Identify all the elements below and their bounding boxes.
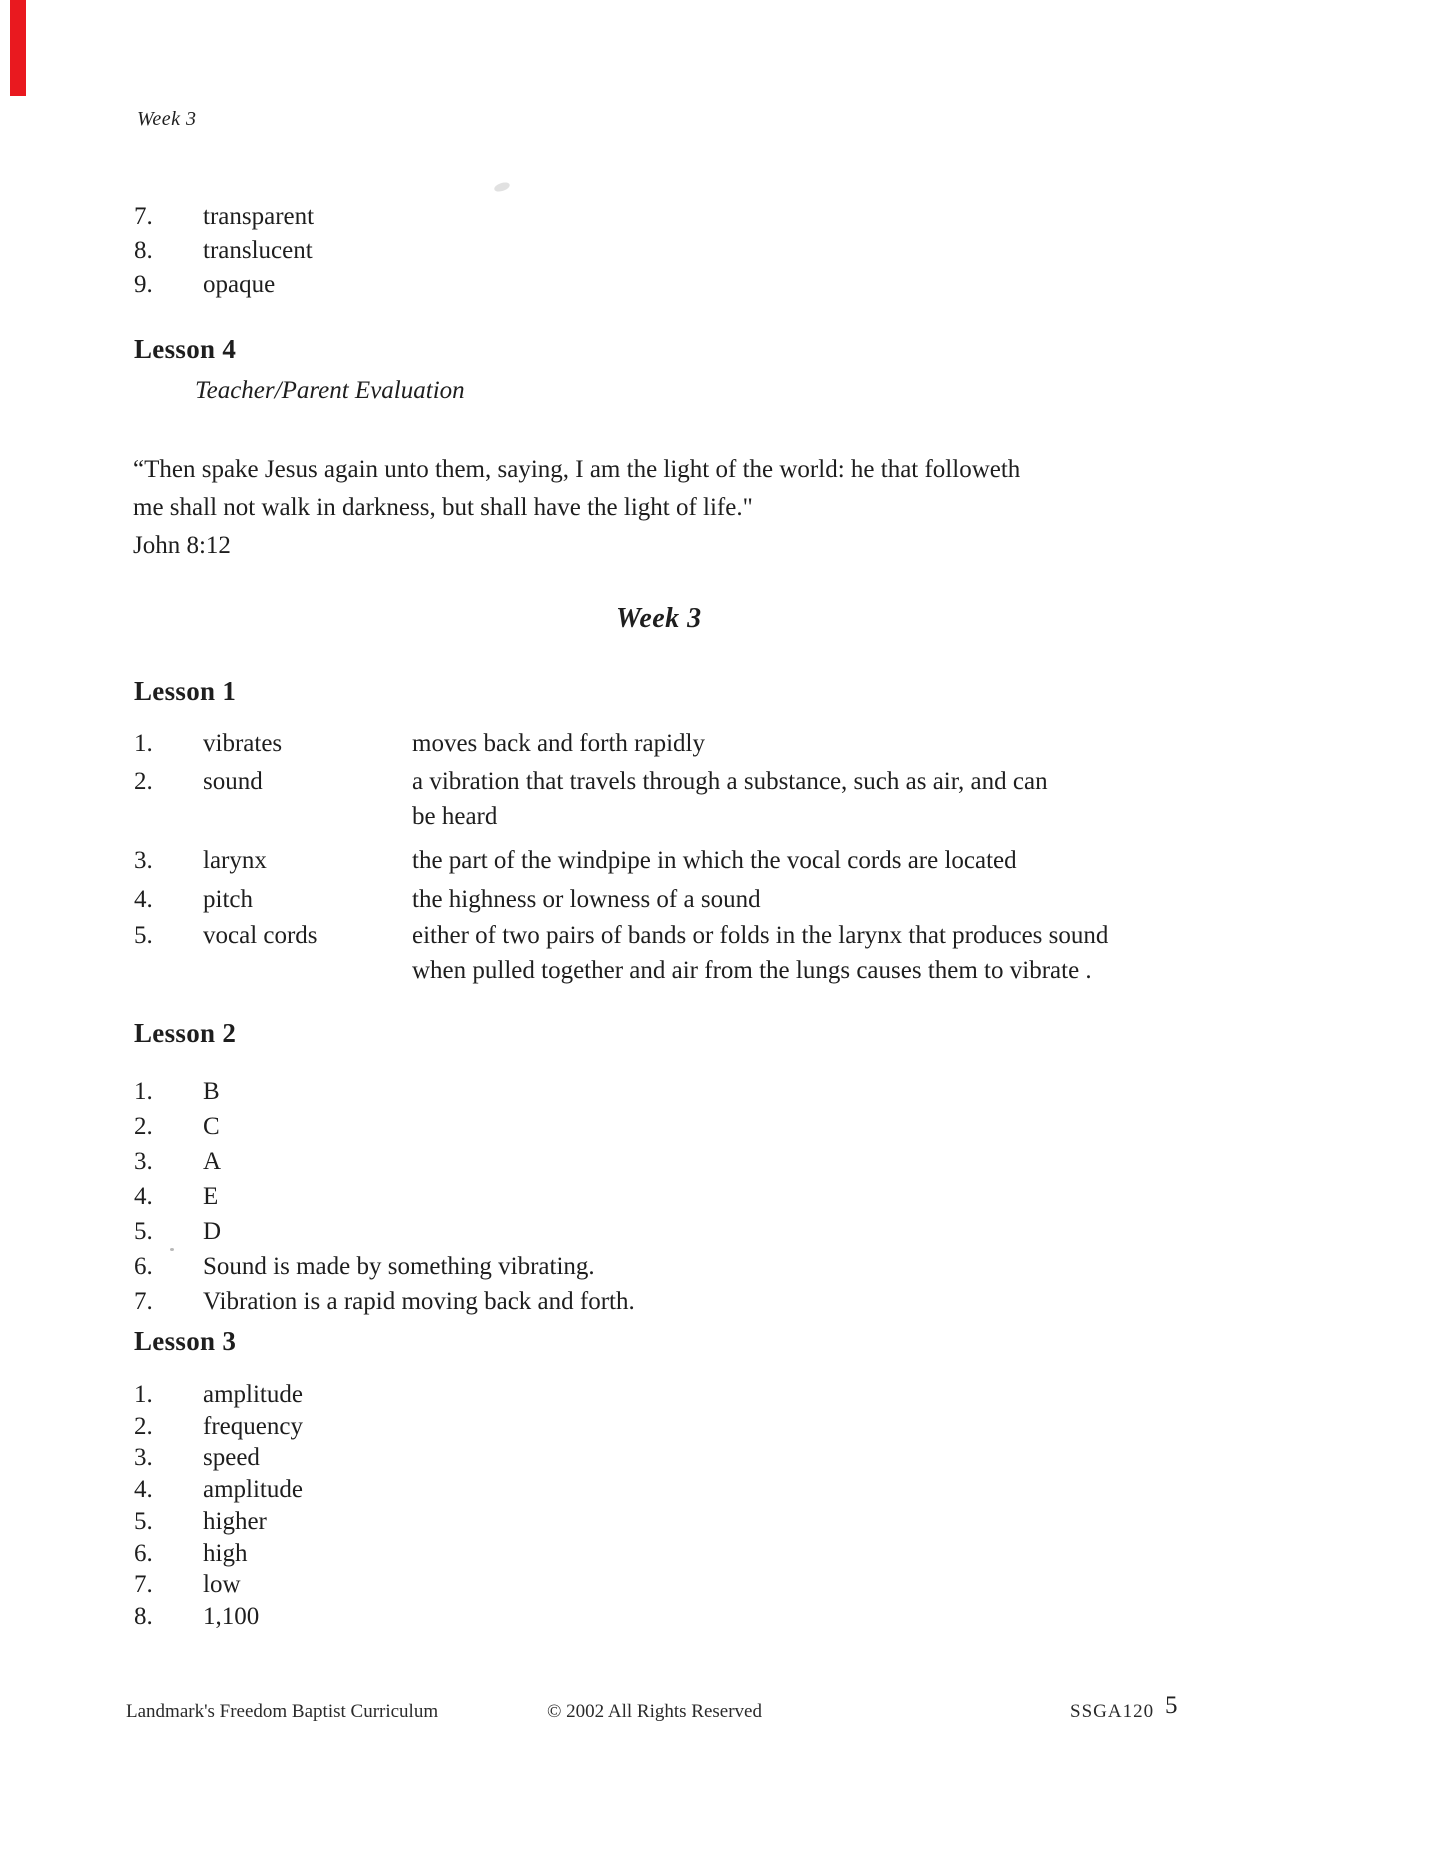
answer-text: E bbox=[203, 1183, 219, 1210]
answer-text: low bbox=[203, 1571, 241, 1599]
definition-line: when pulled together and air from the lungs causes them to vibrate . bbox=[412, 957, 1092, 984]
vocab-term: sound bbox=[203, 768, 263, 795]
lesson2-title: Lesson 2 bbox=[134, 1018, 237, 1048]
answer-text: A bbox=[203, 1148, 222, 1175]
vocab-row bbox=[134, 726, 705, 761]
answer-row bbox=[134, 268, 314, 302]
answer-text: high bbox=[203, 1539, 248, 1567]
answer-number: 2. bbox=[134, 1113, 153, 1140]
answer-text: higher bbox=[203, 1507, 267, 1535]
answer-text: 1,100 bbox=[203, 1602, 260, 1630]
answer-number: 6. bbox=[134, 1539, 153, 1567]
answer-row bbox=[134, 1506, 303, 1538]
vocab-definition bbox=[412, 764, 1048, 834]
answer-text: amplitude bbox=[203, 1381, 303, 1408]
answer-row bbox=[134, 1249, 635, 1284]
answer-number: 1. bbox=[134, 1078, 153, 1105]
answer-number: 8. bbox=[134, 1602, 153, 1630]
definition-line: a vibration that travels through a substance, such as air, and can bbox=[412, 768, 1048, 795]
answer-row bbox=[134, 1474, 303, 1506]
carryover-answer-list bbox=[134, 200, 314, 302]
answer-row bbox=[134, 1284, 635, 1319]
answer-row bbox=[134, 1538, 303, 1570]
answer-number: 9. bbox=[134, 271, 153, 298]
definition-line: either of two pairs of bands or folds in the larynx that produces sound bbox=[412, 922, 1109, 949]
answer-row bbox=[134, 200, 314, 234]
answer-number: 7. bbox=[134, 1571, 153, 1599]
vocab-term: vibrates bbox=[203, 730, 283, 757]
answer-row bbox=[134, 1411, 303, 1443]
answer-number: 4. bbox=[134, 1476, 153, 1504]
lesson3-answer-list bbox=[134, 1379, 303, 1633]
answer-row bbox=[134, 1569, 303, 1601]
answer-number: 4. bbox=[134, 1183, 153, 1210]
answer-text: translucent bbox=[203, 237, 313, 264]
scripture-quote bbox=[133, 451, 1020, 565]
vocab-row bbox=[134, 882, 761, 917]
lesson4-title: Lesson 4 bbox=[134, 334, 237, 364]
answer-text: opaque bbox=[203, 271, 276, 298]
answer-number: 7. bbox=[134, 203, 153, 230]
answer-text: transparent bbox=[203, 203, 315, 230]
footer-page-number: 5 bbox=[1165, 1692, 1178, 1719]
answer-text: B bbox=[203, 1078, 220, 1105]
vocab-definition bbox=[412, 882, 761, 917]
answer-text: C bbox=[203, 1113, 220, 1140]
scripture-line: “Then spake Jesus again unto them, saying, I am the light of the world: he that followeth bbox=[133, 456, 1021, 483]
footer-copyright: © 2002 All Rights Reserved bbox=[547, 1701, 762, 1722]
answer-number: 2. bbox=[134, 768, 153, 795]
answer-row bbox=[134, 1214, 635, 1249]
vocab-row bbox=[134, 843, 1017, 878]
vocab-definition bbox=[412, 918, 1108, 988]
answer-text: amplitude bbox=[203, 1476, 303, 1504]
lesson3-title: Lesson 3 bbox=[134, 1326, 237, 1356]
answer-row bbox=[134, 1144, 635, 1179]
lesson1-title: Lesson 1 bbox=[134, 676, 237, 706]
answer-number: 2. bbox=[134, 1412, 153, 1440]
footer-publisher: Landmark's Freedom Baptist Curriculum bbox=[126, 1701, 439, 1722]
answer-text: Sound is made by something vibrating. bbox=[203, 1253, 595, 1280]
vocab-term: larynx bbox=[203, 847, 267, 874]
page-header-week-label: Week 3 bbox=[137, 108, 197, 130]
vocab-definition bbox=[412, 843, 1017, 878]
vocab-term: vocal cords bbox=[203, 922, 318, 949]
vocab-row bbox=[134, 764, 1048, 834]
answer-number: 1. bbox=[134, 1381, 153, 1408]
week-section-heading: Week 3 bbox=[616, 603, 702, 634]
answer-number: 5. bbox=[134, 922, 153, 949]
vocab-row bbox=[134, 918, 1108, 988]
answer-number: 1. bbox=[134, 730, 153, 757]
answer-text: frequency bbox=[203, 1412, 303, 1440]
scan-smudge-artifact bbox=[493, 181, 511, 194]
answer-number: 7. bbox=[134, 1288, 153, 1315]
answer-text: speed bbox=[203, 1444, 260, 1472]
definition-line: moves back and forth rapidly bbox=[412, 730, 705, 757]
vocab-definition bbox=[412, 726, 705, 761]
answer-text: Vibration is a rapid moving back and forth. bbox=[203, 1288, 635, 1315]
scan-edge-artifact bbox=[10, 0, 26, 96]
answer-row bbox=[134, 1379, 303, 1411]
answer-row bbox=[134, 1601, 303, 1633]
vocab-term: pitch bbox=[203, 886, 253, 913]
answer-number: 8. bbox=[134, 237, 153, 264]
answer-number: 3. bbox=[134, 1444, 153, 1472]
answer-row bbox=[134, 1109, 635, 1144]
scripture-line: me shall not walk in darkness, but shall have the light of life." bbox=[133, 494, 753, 521]
answer-number: 3. bbox=[134, 847, 153, 874]
answer-number: 6. bbox=[134, 1253, 153, 1280]
definition-line: the part of the windpipe in which the vocal cords are located bbox=[412, 847, 1017, 874]
answer-text: D bbox=[203, 1218, 222, 1245]
answer-row bbox=[134, 1074, 635, 1109]
scripture-reference: John 8:12 bbox=[133, 532, 231, 559]
answer-row bbox=[134, 234, 314, 268]
answer-number: 5. bbox=[134, 1218, 153, 1245]
answer-number: 3. bbox=[134, 1148, 153, 1175]
lesson2-answer-list bbox=[134, 1074, 635, 1319]
answer-number: 4. bbox=[134, 886, 153, 913]
definition-line: the highness or lowness of a sound bbox=[412, 886, 761, 913]
answer-row bbox=[134, 1179, 635, 1214]
footer-product-code: SSGA120 bbox=[1070, 1701, 1155, 1722]
lesson4-subtitle: Teacher/Parent Evaluation bbox=[195, 377, 465, 404]
definition-line: be heard bbox=[412, 803, 498, 830]
answer-number: 5. bbox=[134, 1507, 153, 1535]
answer-row bbox=[134, 1442, 303, 1474]
